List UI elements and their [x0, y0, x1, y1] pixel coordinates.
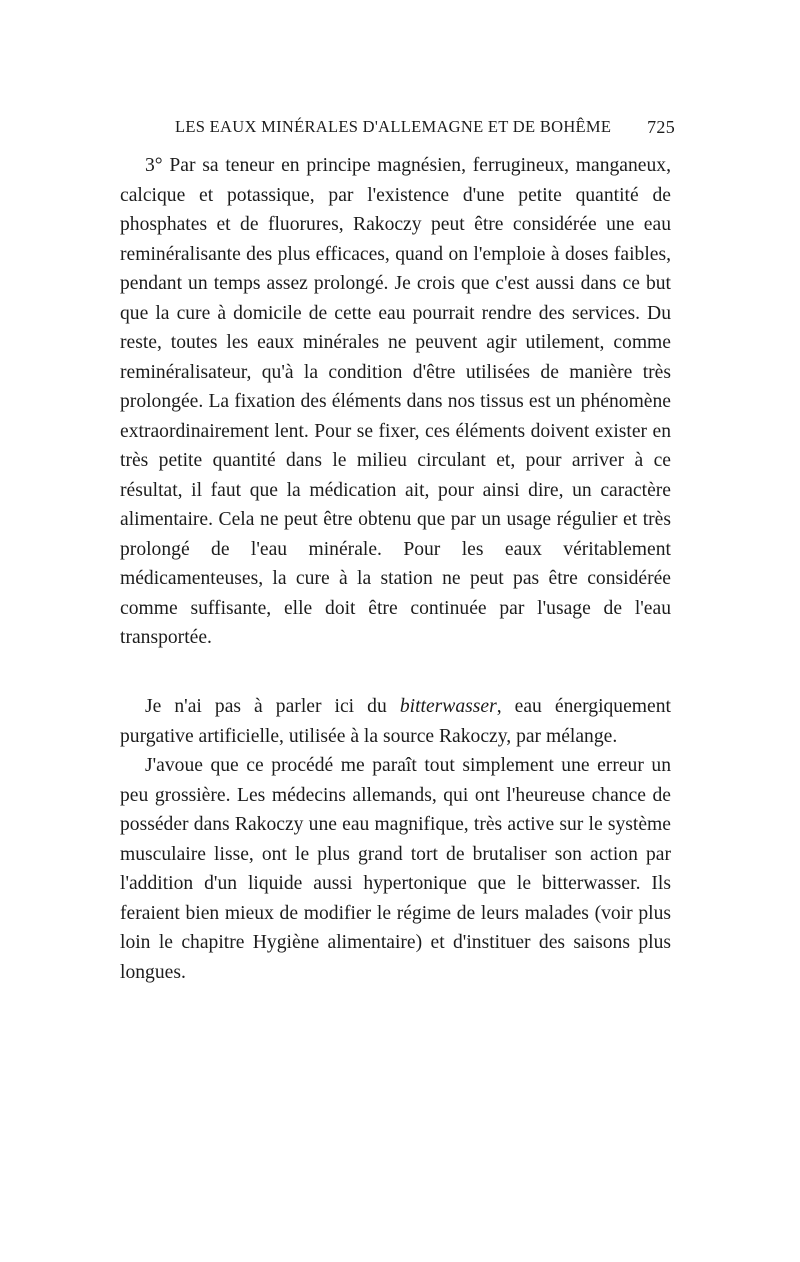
paragraph-remineralisation: 3° Par sa teneur en principe magnésien, ferrugineux, manganeux, calcique et potassique, par l'existence d'une petite quantité de phosphates et de fluorures, Rakoczy peut être considérée une eau reminéralisante des plus efficaces, quand on l'emploie à doses faibles, pendant un temps assez prolongé. Je crois que c'est aussi dans ce but que la cure à domicile de cette eau pourrait rendre des services. Du reste, toutes les eaux minérales ne peuvent agir utilement, comme reminéralisateur, qu'à la condition d'être utilisées de manière très prolongée. La fixation des éléments dans nos tissus est un phénomène extraordinairement lent. Pour se fixer, ces éléments doivent exister en très petite quantité dans le milieu circulant et, pour arriver à ce résultat, il faut que la médication ait, pour ainsi dire, un caractère alimentaire. Cela ne peut être obtenu que par un usage régulier et très prolongé de l'eau minérale. Pour les eaux véritablement médicamenteuses, la cure à la station ne peut pas être considérée comme suffisante, elle doit être continuée par l'usage de l'eau transportée.: [120, 155, 671, 648]
running-title: LES EAUX MINÉRALES D'ALLEMAGNE ET DE BOHÊME: [175, 117, 612, 136]
paragraph-bitterwasser: [120, 692, 671, 751]
page-header: [175, 117, 675, 141]
bitterwasser-emphasis: bitterwasser: [399, 696, 497, 717]
text-block-lower: [120, 692, 671, 987]
page-number: 725: [647, 117, 675, 137]
paragraph-bitterwasser-end: , eau énergiquement purgative artificielle, utilisée à la source Rakoczy, par mélange.: [120, 696, 671, 747]
paragraph-avoue: J'avoue que ce procédé me paraît tout simplement une erreur un peu grossière. Les médecins allemands, qui ont l'heureuse chance de posséder dans Rakoczy une eau magnifique, très active sur le système musculaire lisse, ont le plus grand tort de brutaliser son action par l'addition d'un liquide aussi hypertonique que le bitterwasser. Ils feraient bien mieux de modifier le régime de leurs malades (voir plus loin le chapitre Hygiène alimentaire) et d'instituer des saisons plus longues.: [120, 755, 671, 983]
paragraph-bitterwasser-start: Je n'ai pas à parler ici du: [145, 696, 400, 717]
text-block-upper: [120, 151, 671, 653]
